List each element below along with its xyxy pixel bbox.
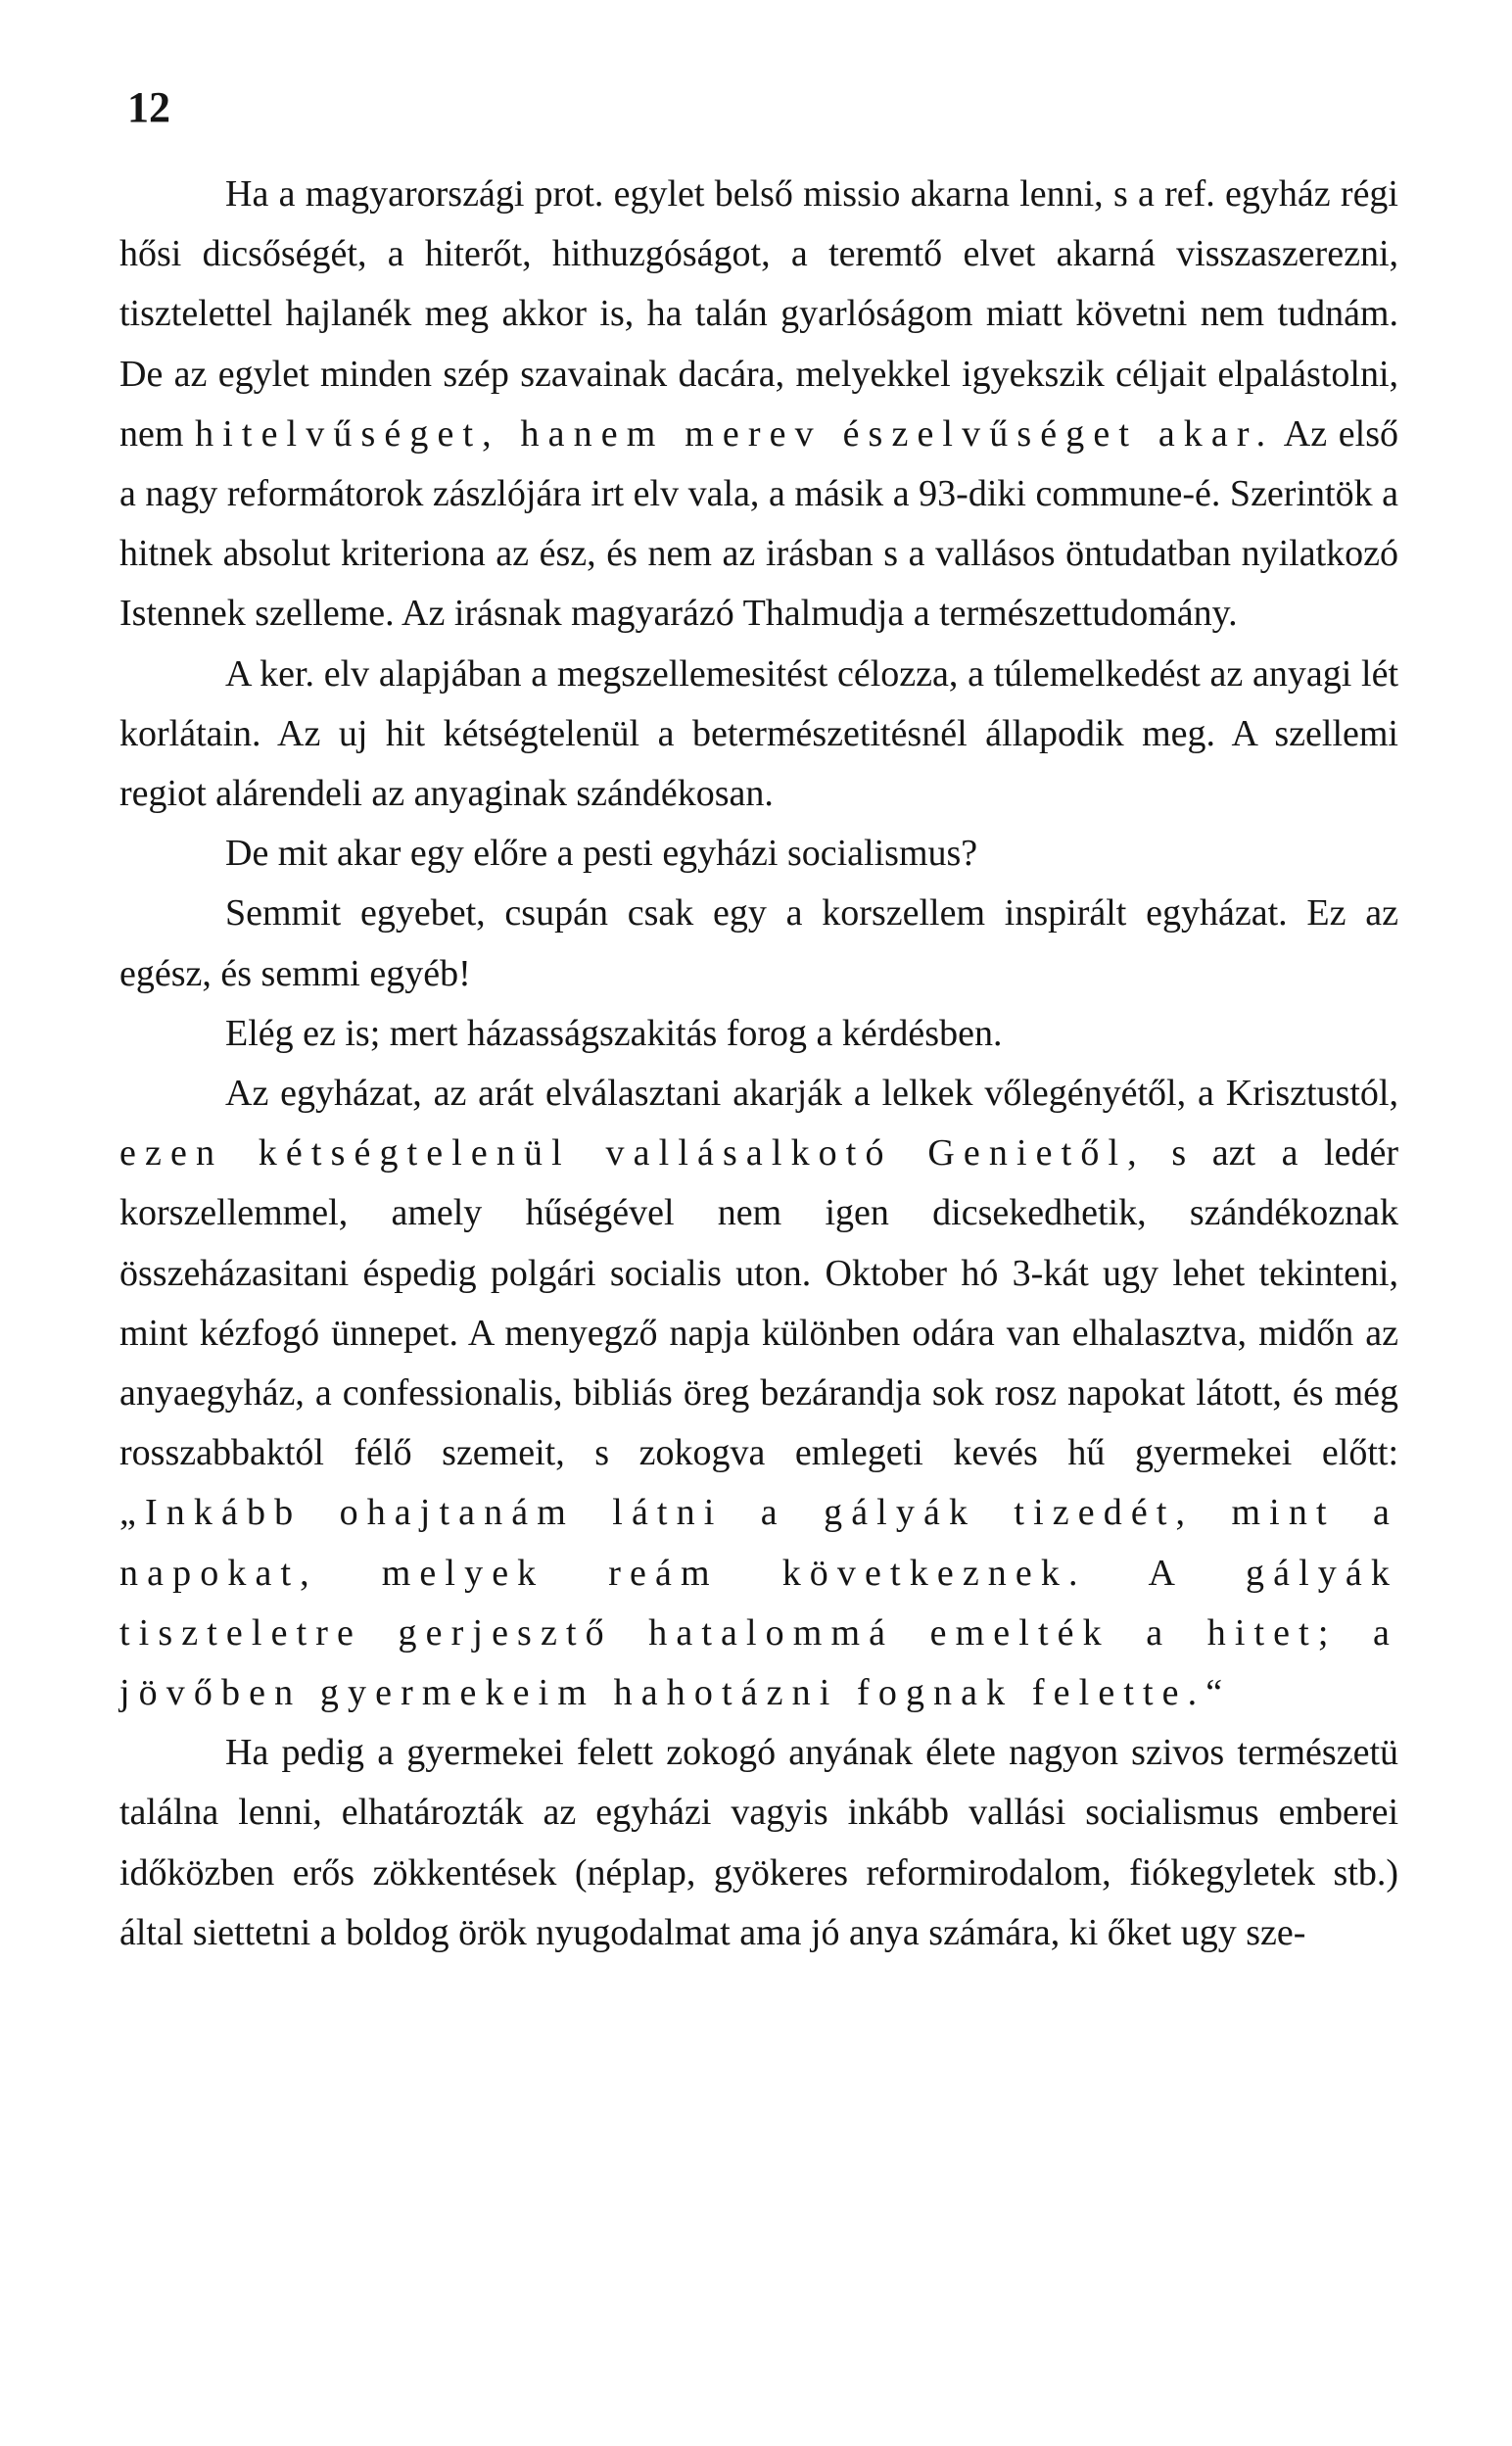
emphasized-text: hitelvűséget, hanem merev észelvűséget akar. bbox=[195, 412, 1275, 455]
text-run: De mit akar egy előre a pesti egyházi socialismus? bbox=[225, 833, 978, 875]
text-run: Az első a nagy reformátorok zászlójára irt elv vala, a másik a 93-diki commune-é. Szerintök a hitnek absolut kriteriona az ész, és nem az irásban s a vallásos öntudatban nyilatkozó Istennek szelleme. Az irásnak magyarázó Thalmudja a természettudomány. bbox=[119, 412, 1398, 635]
text-run: s azt a ledér korszellemmel, amely hűségével nem igen dicsekedhetik, szándékoznak összeházasitani éspedig polgári socialis uton. Oktober hó 3-kát ugy lehet tekinteni, mint kézfogó ünnepet. A menyegző napja különben odára van elhalasztva, midőn az anyaegyház, a confessionalis, bibliás öreg bezárandja sok rosz napokat látott, és még rosszabbaktól félő szemeit, s zokogva emlegeti kevés hű gyermekei előtt: bbox=[119, 1132, 1399, 1474]
paragraph bbox=[119, 165, 1398, 645]
paragraph bbox=[119, 884, 1398, 1003]
paragraph bbox=[119, 1004, 1398, 1064]
emphasized-text: „Inkább ohajtanám látni a gályák tizedét, mint a napokat, melyek reám következnek. A gályák tiszteletre gerjesztő hatalommá emelték a hitet; a jövőben gyermekeim hahotázni fognak felette.“ bbox=[119, 1492, 1398, 1714]
text-run: Ha pedig a gyermekei felett zokogó anyának élete nagyon szivos természetü találna lenni, elhatározták az egyházi vagyis inkább vallási socialismus emberei időközben erős zökkentések (néplap, gyökeres reformirodalom, fiókegyletek stb.) által siettetni a boldog örök nyugodalmat ama jó anya számára, ki őket ugy sze- bbox=[119, 1732, 1398, 1953]
page-number: 12 bbox=[127, 83, 170, 131]
text-run: Az egyházat, az arát elválasztani akarják a lelkek vőlegényétől, a Krisztustól, bbox=[225, 1073, 1398, 1115]
paragraph bbox=[119, 1064, 1398, 1723]
text-run: A ker. elv alapjában a megszellemesitést célozza, a túlemelkedést az anyagi lét korlátain. Az uj hit kétségtelenül a betermészetitésnél állapodik meg. A szellemi regiot alárendeli az anyaginak szándékosan. bbox=[119, 652, 1398, 815]
text-run: Semmit egyebet, csupán csak egy a korszellem inspirált egyházat. Ez az egész, és semmi egyéb! bbox=[119, 892, 1398, 994]
paragraph bbox=[119, 645, 1398, 825]
paragraph bbox=[119, 1723, 1398, 1963]
paragraph bbox=[119, 824, 1398, 884]
text-run: Ha a magyarországi prot. egylet belső missio akarna lenni, s a ref. egyház régi hősi dicsőségét, a hiterőt, hithuzgóságot, a teremtő elvet akarná visszaszerezni, tisztelettel hajlanék meg akkor is, ha talán gyarlóságom miatt követni nem tudnám. De az egylet minden szép szavainak dacára, melyekkel igyekszik céljait elpalástolni, nem bbox=[119, 173, 1398, 455]
text-run: Elég ez is; mert házasságszakitás forog a kérdésben. bbox=[225, 1012, 1003, 1054]
emphasized-text: ezen kétségtelenül vallásalkotó Genietől, bbox=[119, 1132, 1146, 1175]
body-text bbox=[119, 165, 1398, 1963]
